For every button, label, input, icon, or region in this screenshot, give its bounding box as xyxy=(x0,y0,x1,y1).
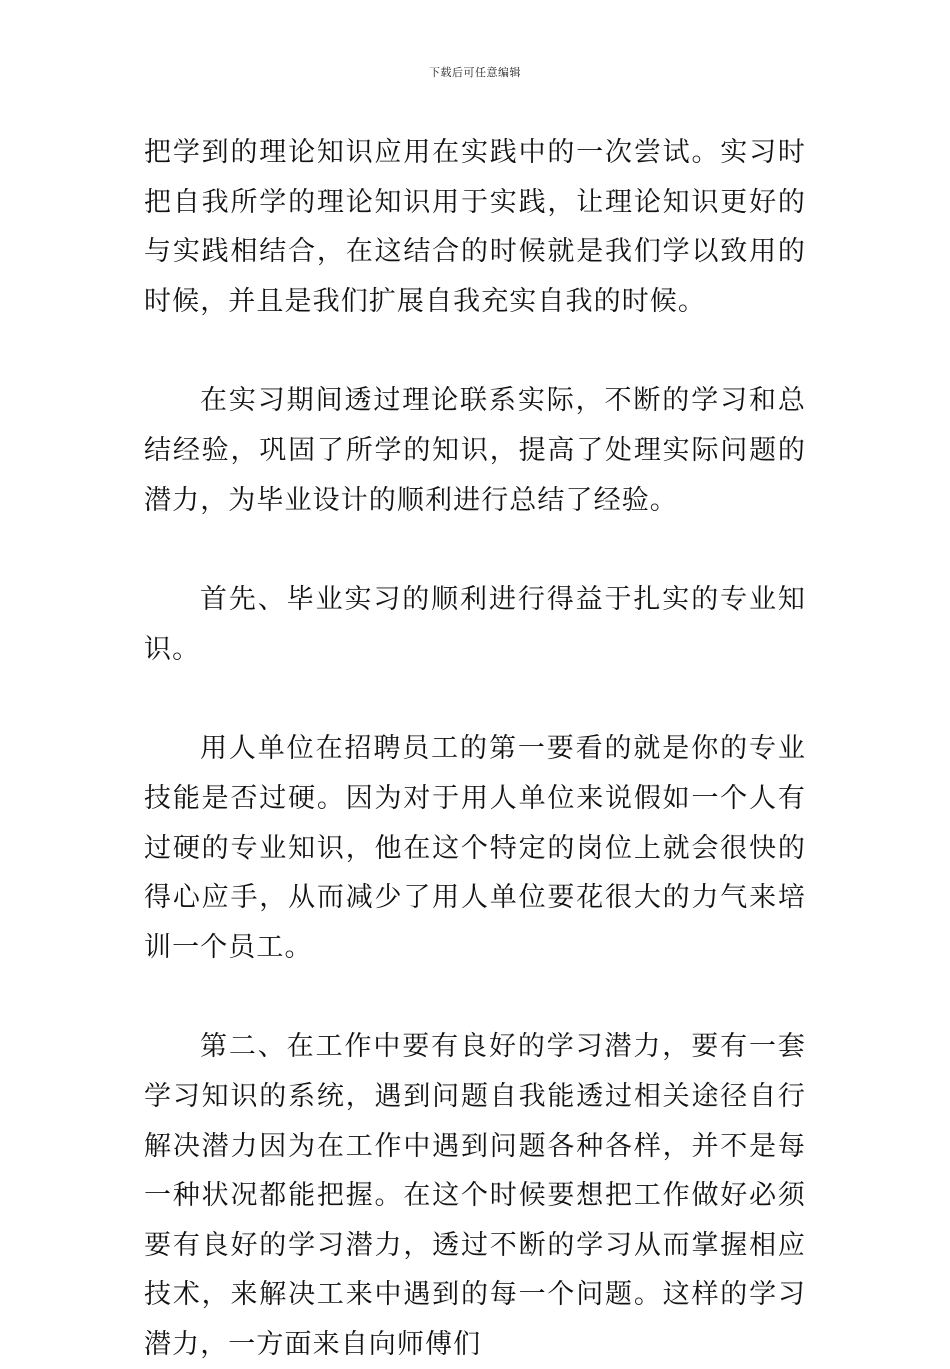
paragraph-2: 在实习期间透过理论联系实际，不断的学习和总结经验，巩固了所学的知识，提高了处理实际问题的潜力，为毕业设计的顺利进行总结了经验。 xyxy=(144,385,806,516)
paragraph-3: 首先、毕业实习的顺利进行得益于扎实的专业知识。 xyxy=(144,584,806,665)
paragraph-gap xyxy=(144,972,806,1022)
paragraph-1: 把学到的理论知识应用在实践中的一次尝试。实习时把自我所学的理论知识用于实践，让理论知识更好的与实践相结合，在这结合的时候就是我们学以致用的时候，并且是我们扩展自我充实自我的时候。 xyxy=(144,137,806,317)
paragraph-gap xyxy=(144,525,806,575)
paragraph-gap xyxy=(144,326,806,376)
paragraph-5: 第二、在工作中要有良好的学习潜力，要有一套学习知识的系统，遇到问题自我能透过相关途径自行解决潜力因为在工作中遇到问题各种各样，并不是每一种状况都能把握。在这个时候要想把工作做好必须要有良好的学习潜力，透过不断的学习从而掌握相应技术，来解决工来中遇到的每一个问题。这样的学习潜力，一方面来自向师傅们 xyxy=(144,1031,806,1360)
body-text xyxy=(144,128,806,1369)
header-note: 下载后可任意编辑 xyxy=(429,66,521,79)
paragraph-gap xyxy=(144,674,806,724)
paragraph-4: 用人单位在招聘员工的第一要看的就是你的专业技能是否过硬。因为对于用人单位来说假如一个人有过硬的专业知识，他在这个特定的岗位上就会很快的得心应手，从而减少了用人单位要花很大的力气来培训一个员工。 xyxy=(144,733,806,963)
